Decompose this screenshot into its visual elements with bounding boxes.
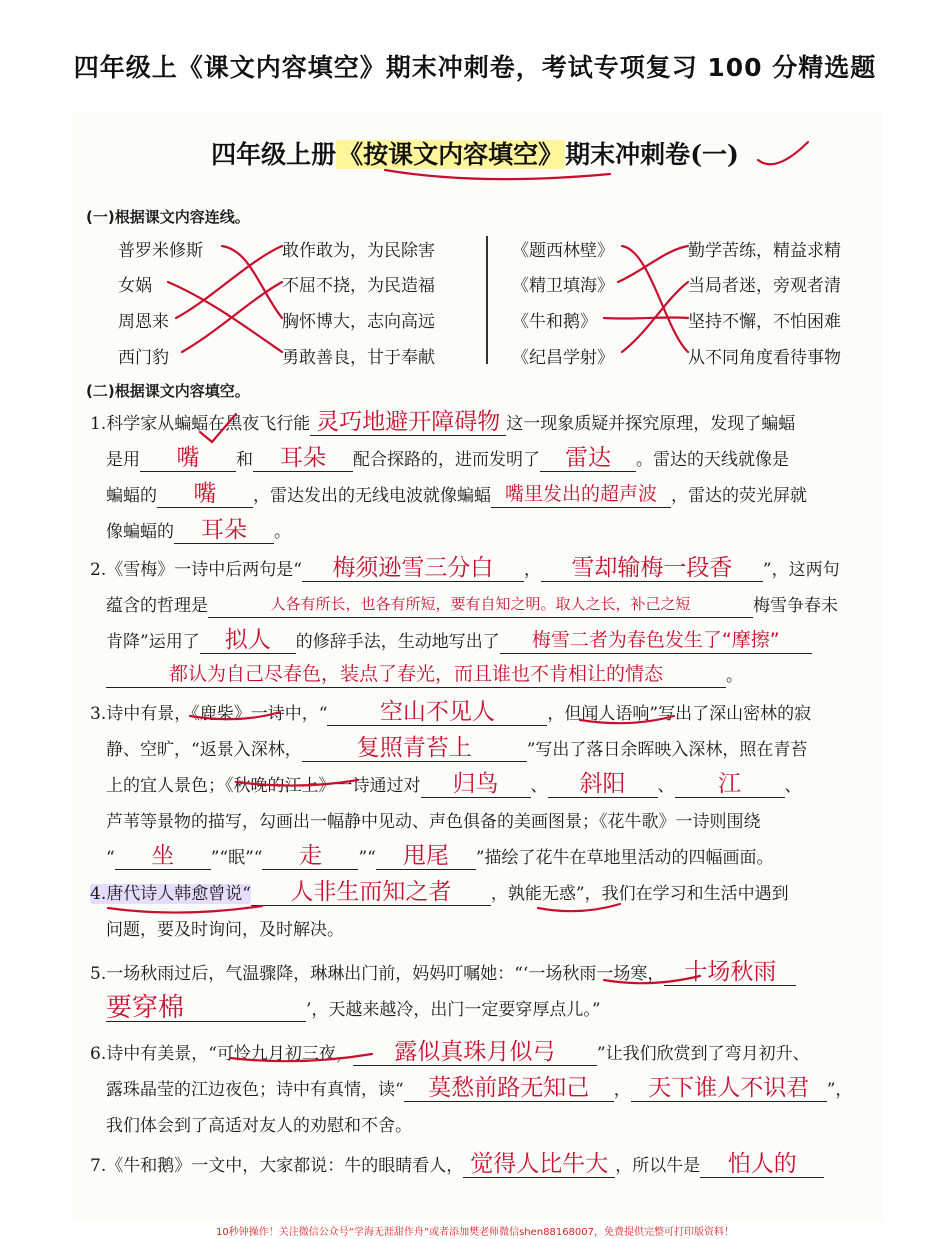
q1-answer-1: 灵巧地避开障碍物 xyxy=(316,409,501,435)
q2-text-d: 蕴含的哲理是 xyxy=(106,596,208,616)
q3-text-b: ，但闻人语响”写出了深山密林的寂 xyxy=(547,704,812,724)
q3-text-d: ”写出了落日余晖映入深林，照在青苔 xyxy=(526,740,808,760)
q2-answer-4: 拟人 xyxy=(224,627,271,653)
q2-text-b: ， xyxy=(523,560,541,580)
q3-answer-8: 甩尾 xyxy=(402,843,449,869)
q1-answer-2: 嘴 xyxy=(176,445,200,471)
q5-answer-1: 十场秋雨 xyxy=(684,959,777,985)
q2-answer-1: 梅须逊雪三分白 xyxy=(332,555,494,581)
q3-answer-7: 走 xyxy=(298,843,322,869)
q1-text-j: 像蝙蝠的 xyxy=(106,522,174,542)
q1-blank-4[interactable] xyxy=(540,445,636,472)
q5-line1 xyxy=(90,959,796,986)
q4-answer-1: 人非生而知之者 xyxy=(290,879,452,905)
q3-answer-3: 归鸟 xyxy=(452,771,499,797)
q3-text-l: ”“ xyxy=(358,848,376,868)
q4-blank-1[interactable] xyxy=(251,879,491,906)
section2-heading: (二)根据课文内容填空。 xyxy=(86,382,250,400)
q1-line4 xyxy=(106,517,291,544)
q6-text-c: 露珠晶莹的江边夜色；诗中有真情，读“ xyxy=(106,1080,404,1100)
right-name-3: 《纪昌学射》 xyxy=(512,348,614,368)
q3-answer-1: 空山不见人 xyxy=(379,699,495,725)
q6-answer-1: 露似真珠月似弓 xyxy=(394,1039,556,1065)
q7-text-a: 7.《牛和鹅》一文中，大家都说：牛的眼睛看人， xyxy=(90,1156,464,1176)
q6-blank-2[interactable] xyxy=(404,1075,614,1102)
q1-text-c: 是用 xyxy=(106,450,140,470)
left-trait-1: 不屈不挠，为民造福 xyxy=(282,276,435,296)
q1-text-b: 这一现象质疑并探究原理，发现了蝙蝠 xyxy=(506,414,796,434)
q3-text-f: 、 xyxy=(530,776,548,796)
q4-line1 xyxy=(90,879,789,906)
sheet-title xyxy=(0,135,950,171)
q4-text-c: 问题，要及时询问，及时解决。 xyxy=(106,920,344,940)
right-trait-3: 从不同角度看待事物 xyxy=(688,348,841,368)
q1-blank-3[interactable] xyxy=(253,445,353,472)
q1-answer-7: 耳朵 xyxy=(201,517,247,543)
q3-line3 xyxy=(106,771,802,798)
left-trait-3: 勇敢善良，甘于奉献 xyxy=(282,348,435,368)
q6-text-a: 6.诗中有美景，“可怜九月初三夜， xyxy=(90,1044,353,1064)
sheet-title-pre: 四年级上册 xyxy=(211,140,337,169)
q1-line1 xyxy=(90,409,796,436)
banner xyxy=(0,0,950,100)
left-name-3: 西门豹 xyxy=(118,348,169,368)
q2-text-e: 梅雪争春未 xyxy=(753,596,838,616)
q3-blank-7[interactable] xyxy=(262,843,358,870)
q1-answer-5: 嘴 xyxy=(193,481,217,507)
q5-text-b: ’，天越来越冷，出门一定要穿厚点儿。” xyxy=(306,1000,601,1020)
left-name-2: 周恩来 xyxy=(118,312,169,332)
footer-note: 10秒钟操作！关注微信公众号“学海无涯甜作舟”或者添加樊老师微信shen88168007，免费提供完整可打印版资料！ xyxy=(215,1227,735,1238)
q3-blank-8[interactable] xyxy=(376,843,476,870)
q6-blank-1[interactable] xyxy=(353,1039,597,1066)
q7-blank-2[interactable] xyxy=(700,1151,824,1178)
q2-text-a: 2.《雪梅》一诗中后两句是“ xyxy=(90,560,302,580)
q3-blank-4[interactable] xyxy=(548,771,658,798)
q3-text-g: 、 xyxy=(657,776,675,796)
q2-blank-6[interactable] xyxy=(106,663,726,688)
q1-line3 xyxy=(106,481,807,508)
right-trait-0: 勤学苦练，精益求精 xyxy=(688,241,841,261)
matching-divider xyxy=(486,236,488,364)
sheet-title-post: 期末冲刺卷 xyxy=(565,140,691,169)
right-name-0: 《题西林壁》 xyxy=(512,241,614,261)
q6-text-e: ”， xyxy=(826,1080,853,1100)
q2-line4 xyxy=(106,664,743,688)
q5-answer-2: 要穿棉 xyxy=(106,993,185,1023)
right-name-1: 《精卫填海》 xyxy=(512,276,614,296)
q3-text-h: 、 xyxy=(784,776,802,796)
q2-blank-4[interactable] xyxy=(200,627,296,654)
q1-blank-7[interactable] xyxy=(174,517,274,544)
q7-text-b: ，所以牛是 xyxy=(615,1156,701,1176)
q1-blank-2[interactable] xyxy=(140,445,236,472)
q3-line5 xyxy=(106,843,774,870)
q3-text-k: ”“眠”“ xyxy=(210,848,263,868)
q3-text-e: 上的宜人景色；《秋晚的江上》一诗通过对 xyxy=(106,776,421,796)
q2-text-g: 的修辞手法，生动地写出了 xyxy=(295,632,500,652)
section1-heading: (一)根据课文内容连线。 xyxy=(86,208,250,226)
q2-line1 xyxy=(90,555,840,582)
sheet-title-num: (一) xyxy=(690,140,739,169)
q2-blank-2[interactable] xyxy=(541,555,763,582)
q3-text-a: 3.诗中有景，《鹿柴》一诗中，“ xyxy=(90,704,328,724)
q3-blank-1[interactable] xyxy=(327,699,547,726)
sheet-title-highlight: 《按课文内容填空》 xyxy=(338,140,564,169)
q3-text-c: 静、空旷，“返景入深林， xyxy=(106,740,302,760)
q3-text-m: ”描绘了花牛在草地里活动的四幅画面。 xyxy=(475,848,774,868)
q2-answer-5: 梅雪二者为春色发生了“摩擦” xyxy=(531,629,780,651)
q2-line2 xyxy=(106,594,838,618)
q1-text-f: 。雷达的天线就像是 xyxy=(636,450,789,470)
q1-blank-5[interactable] xyxy=(157,481,253,508)
q2-answer-6: 都认为自己尽春色，装点了春光，而且谁也不肯相让的情态 xyxy=(168,663,663,685)
q2-text-f: 肯降”运用了 xyxy=(106,632,200,652)
q1-text-g: 蝙蝠的 xyxy=(106,486,157,506)
q3-text-i: 芦苇等景物的描写，勾画出一幅静中见动、声色俱备的美画图景；《花牛歌》一诗则围绕 xyxy=(106,812,761,832)
q2-blank-1[interactable] xyxy=(302,555,524,582)
q4-text-a: 4.唐代诗人韩愈曾说“ xyxy=(90,884,251,904)
q2-blank-3[interactable] xyxy=(208,597,753,618)
q3-blank-2[interactable] xyxy=(302,735,527,762)
q6-text-f: 我们体会到了高适对友人的劝慰和不舍。 xyxy=(106,1116,412,1136)
q5-blank-1[interactable] xyxy=(664,959,796,986)
right-name-2: 《牛和鹅》 xyxy=(512,312,597,332)
q6-answer-2: 莫愁前路无知己 xyxy=(428,1075,590,1101)
q3-answer-2: 复照青苔上 xyxy=(356,735,472,761)
right-trait-2: 坚持不懈，不怕困难 xyxy=(688,312,841,332)
q2-answer-3: 人各有所长，也各有所短，要有自知之明。取人之长，补己之短 xyxy=(270,595,691,613)
banner-title: 四年级上《课文内容填空》期末冲刺卷，考试专项复习 100 分精选题 xyxy=(73,53,877,82)
q6-line1 xyxy=(90,1039,810,1066)
q1-text-k: 。 xyxy=(274,522,291,542)
q4-text-b: ，孰能无惑”，我们在学习和生活中遇到 xyxy=(490,884,789,904)
q1-text-a: 1.科学家从蝙蝠在黑夜飞行能 xyxy=(90,414,311,434)
q3-text-j: “ xyxy=(106,848,115,868)
q6-text-d: ， xyxy=(613,1080,631,1100)
q3-answer-5: 江 xyxy=(718,771,741,797)
q1-blank-1[interactable] xyxy=(310,409,506,436)
q3-line2 xyxy=(106,735,808,762)
q7-answer-1: 觉得人比牛大 xyxy=(470,1151,609,1177)
q1-answer-4: 雷达 xyxy=(565,445,611,471)
q3-answer-4: 斜阳 xyxy=(579,771,626,797)
q1-line2 xyxy=(106,445,789,472)
q2-text-c: ”，这两句 xyxy=(762,560,840,580)
q3-blank-3[interactable] xyxy=(421,771,531,798)
q3-line1 xyxy=(90,699,812,726)
q3-answer-6: 坐 xyxy=(151,843,175,869)
left-trait-2: 胸怀博大，志向高远 xyxy=(282,312,435,332)
q1-text-h: ，雷达发出的无线电波就像蝙蝠 xyxy=(253,486,491,506)
q5-line2 xyxy=(106,993,601,1023)
q2-blank-5[interactable] xyxy=(500,629,812,654)
q6-line2 xyxy=(106,1075,853,1102)
q6-blank-3[interactable] xyxy=(631,1075,827,1102)
q2-text-h: 。 xyxy=(726,666,743,686)
q5-text-a: 5.一场秋雨过后，气温骤降，琳琳出门前，妈妈叮嘱她：“‘一场秋雨一场寒， xyxy=(90,964,665,984)
q1-answer-6: 嘴里发出的超声波 xyxy=(504,483,657,505)
q2-answer-2: 雪却输梅一段香 xyxy=(571,555,733,581)
left-name-0: 普罗米修斯 xyxy=(118,241,203,261)
q1-text-d: 和 xyxy=(236,450,253,470)
left-trait-0: 敢作敢为，为民除害 xyxy=(282,241,435,261)
q1-blank-6[interactable] xyxy=(491,483,671,508)
q6-line3 xyxy=(106,1114,412,1138)
left-name-1: 女娲 xyxy=(118,276,152,296)
right-trait-1: 当局者迷，旁观者清 xyxy=(688,276,841,296)
q3-line4 xyxy=(106,810,761,834)
q6-answer-3: 天下谁人不识君 xyxy=(648,1075,810,1101)
q7-line1 xyxy=(90,1151,824,1178)
q7-answer-2: 怕人的 xyxy=(727,1151,797,1177)
q6-text-b: ”让我们欣赏到了弯月初升、 xyxy=(596,1044,810,1064)
q2-line3 xyxy=(106,627,812,654)
q3-blank-5[interactable] xyxy=(675,771,785,798)
q5-blank-2[interactable] xyxy=(106,993,306,1023)
q1-text-e: 配合探路的，进而发明了 xyxy=(353,450,540,470)
q1-answer-3: 耳朵 xyxy=(280,445,326,471)
q1-text-i: ，雷达的荧光屏就 xyxy=(671,486,807,506)
q4-line2 xyxy=(106,918,344,942)
q7-blank-1[interactable] xyxy=(463,1151,615,1178)
q3-blank-6[interactable] xyxy=(115,843,211,870)
